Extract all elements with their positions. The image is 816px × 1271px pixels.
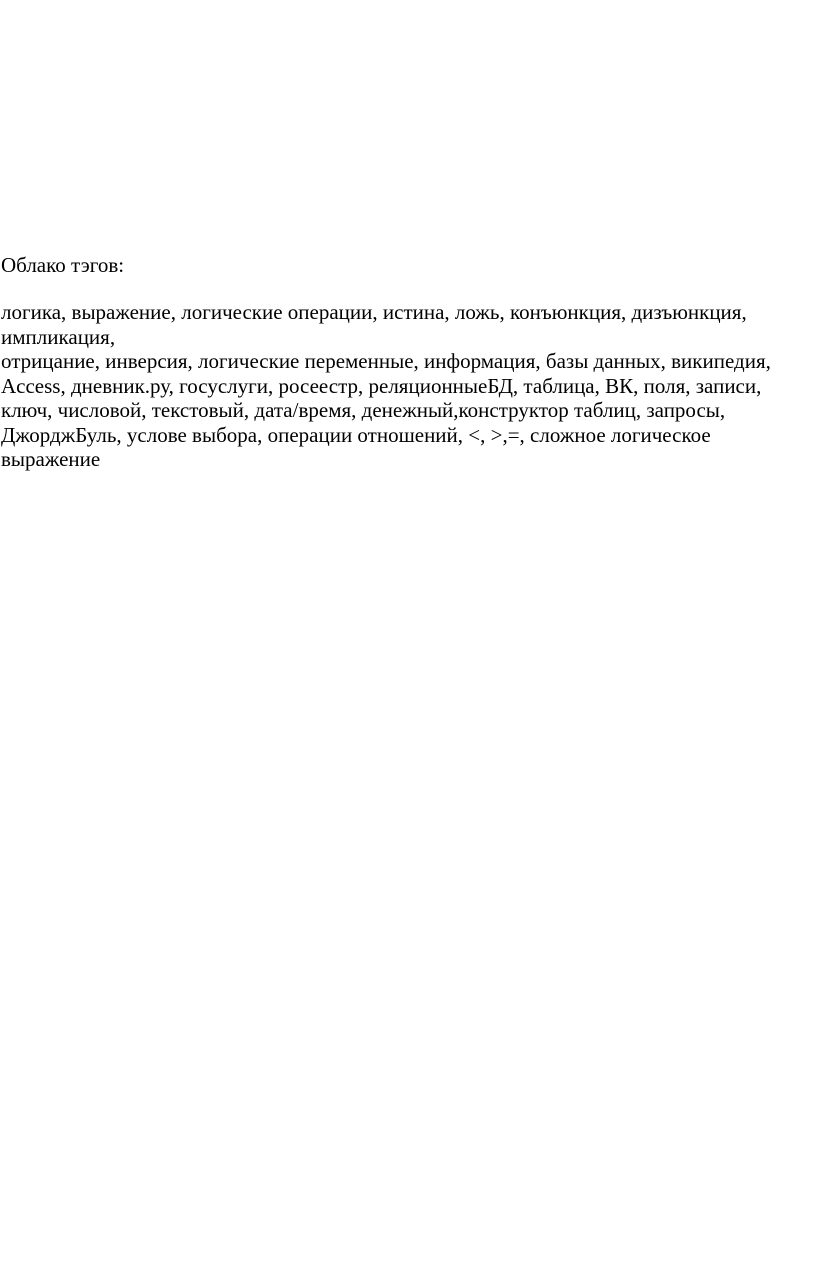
tag-line: импликация, <box>1 324 116 349</box>
tag-line: ключ, числовой, текстовый, дата/время, денежный,конструктор таблиц, запросы, <box>1 398 726 422</box>
tag-line: логика, выражение, логические операции, истина, ложь, конъюнкция, дизъюнкция, <box>1 300 747 324</box>
tag-line: отрицание, инверсия, логические переменные, информация, базы данных, википедия, <box>1 349 771 373</box>
tag-cloud-text <box>1 300 813 472</box>
tag-line: выражение <box>1 447 101 471</box>
tag-line: ДжорджБуль, услове выбора, операции отношений, <, >,=, сложное логическое <box>1 422 711 447</box>
tag-cloud-heading: Облако тэгов: <box>1 253 125 277</box>
tag-line: Access, дневник.ру, госуслуги, росеестр, реляционныеБД, таблица, ВК, поля, записи, <box>1 373 762 398</box>
